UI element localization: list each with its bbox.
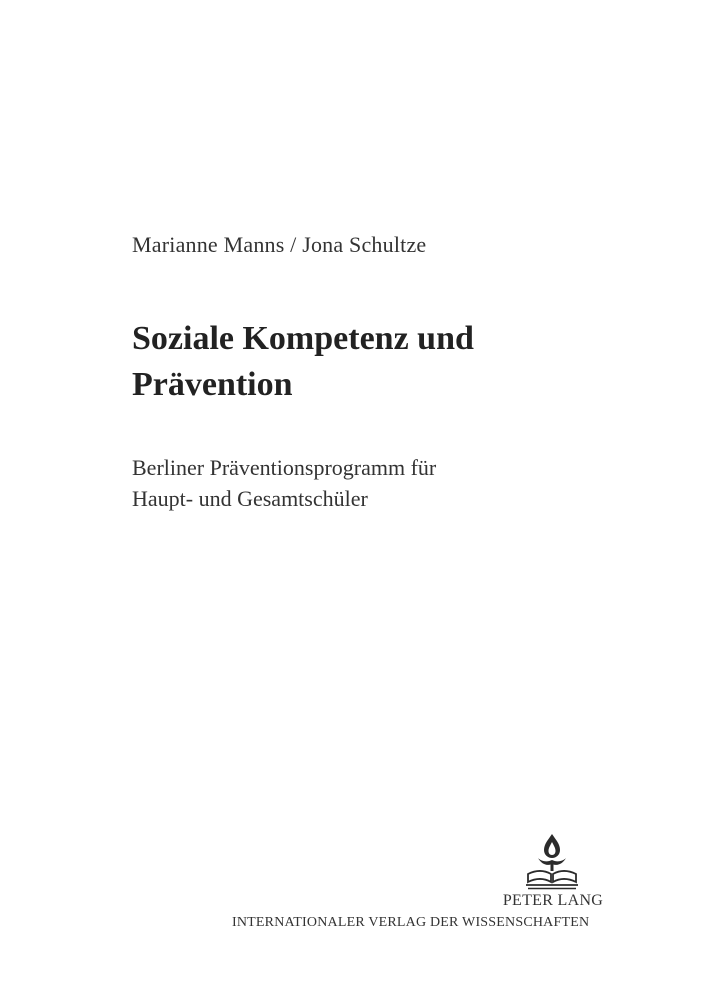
book-subtitle-line-2: Haupt- und Gesamtschüler xyxy=(132,486,368,511)
book-subtitle xyxy=(132,452,652,514)
book-title-line-1: Soziale Kompetenz und xyxy=(132,320,474,357)
book-subtitle-line-1: Berliner Präventionsprogramm für xyxy=(132,455,437,480)
book-title-line-2: Prävention xyxy=(132,366,293,403)
publisher-name: PETER LANG xyxy=(502,892,604,909)
book-title xyxy=(132,316,652,408)
logo-book-left xyxy=(528,871,551,882)
logo-stem xyxy=(551,863,554,871)
publisher-tagline: INTERNATIONALER VERLAG DER WISSENSCHAFTEN xyxy=(232,915,590,930)
peter-lang-flame-book-icon xyxy=(524,832,580,890)
authors: Marianne Manns / Jona Schultze xyxy=(132,232,427,257)
logo-book-right xyxy=(553,871,576,882)
